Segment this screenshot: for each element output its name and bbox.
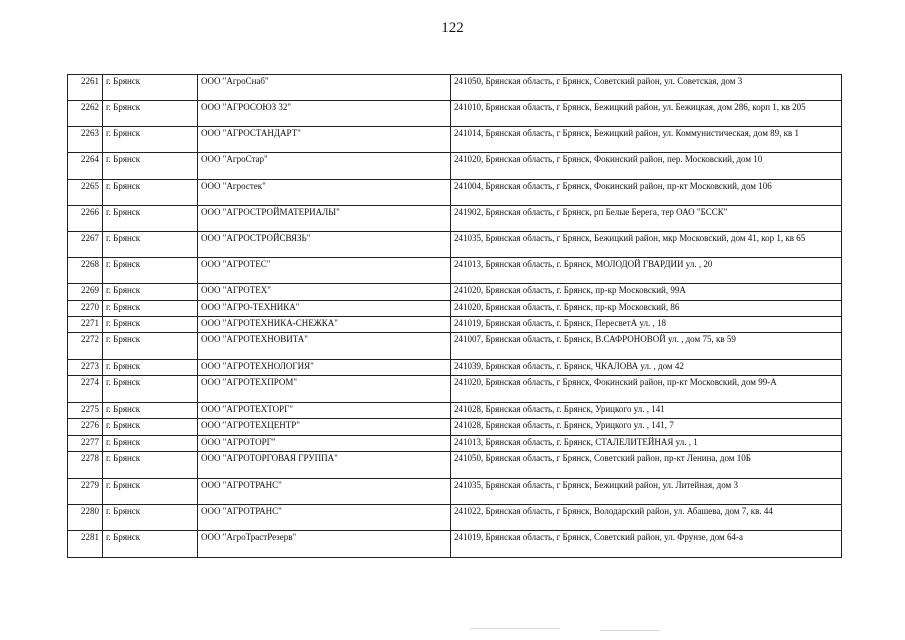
row-number-cell: 2266 — [68, 206, 103, 232]
table-row — [68, 301, 842, 317]
row-number-cell: 2267 — [68, 232, 103, 258]
table-row — [68, 333, 842, 360]
organization-name-cell: ООО "АГРОТЕХ" — [198, 284, 451, 301]
table-row — [68, 258, 842, 284]
city-cell: г. Брянск — [103, 333, 198, 360]
city-cell: г. Брянск — [103, 127, 198, 153]
city-cell: г. Брянск — [103, 436, 198, 452]
organization-name-cell: ООО "АгроСтар" — [198, 153, 451, 180]
row-number-cell: 2268 — [68, 258, 103, 284]
city-cell: г. Брянск — [103, 75, 198, 101]
table-row — [68, 360, 842, 376]
address-cell: 241039, Брянская область, г. Брянск, ЧКАЛОВА ул. , дом 42 — [451, 360, 842, 376]
city-cell: г. Брянск — [103, 403, 198, 419]
city-cell: г. Брянск — [103, 101, 198, 127]
row-number-cell: 2263 — [68, 127, 103, 153]
row-number-cell: 2261 — [68, 75, 103, 101]
address-cell: 241007, Брянская область, г. Брянск, В.САФРОНОВОЙ ул. , дом 75, кв 59 — [451, 333, 842, 360]
organization-name-cell: ООО "АгроТрастРезерв" — [198, 531, 451, 558]
city-cell: г. Брянск — [103, 505, 198, 531]
address-cell: 241014, Брянская область, г Брянск, Бежицкий район, ул. Коммунистическая, дом 89, кв 1 — [451, 127, 842, 153]
address-cell: 241020, Брянская область, г Брянск, Фокинский район, пр-кт Московский, дом 99-А — [451, 376, 842, 403]
city-cell: г. Брянск — [103, 419, 198, 436]
city-cell: г. Брянск — [103, 531, 198, 558]
organization-name-cell: ООО "АГРОТЕХНИКА-СНЕЖКА" — [198, 317, 451, 333]
table-row — [68, 206, 842, 232]
address-cell: 241035, Брянская область, г Брянск, Бежицкий район, ул. Литейная, дом 3 — [451, 479, 842, 505]
table-row — [68, 232, 842, 258]
city-cell: г. Брянск — [103, 258, 198, 284]
address-cell: 241010, Брянская область, г Брянск, Бежицкий район, ул. Бежицкая, дом 286, корп 1, кв 205 — [451, 101, 842, 127]
row-number-cell: 2264 — [68, 153, 103, 180]
row-number-cell: 2265 — [68, 180, 103, 206]
row-number-cell: 2278 — [68, 452, 103, 479]
city-cell: г. Брянск — [103, 301, 198, 317]
table-row — [68, 505, 842, 531]
address-cell: 241013, Брянская область, г. Брянск, СТАЛЕЛИТЕЙНАЯ ул. , 1 — [451, 436, 842, 452]
city-cell: г. Брянск — [103, 479, 198, 505]
organization-name-cell: ООО "Агростек" — [198, 180, 451, 206]
table-row — [68, 101, 842, 127]
address-cell: 241013, Брянская область, г. Брянск, МОЛОДОЙ ГВАРДИИ ул. , 20 — [451, 258, 842, 284]
address-cell: 241019, Брянская область, г Брянск, Советский район, ул. Фрунзе, дом 64-а — [451, 531, 842, 558]
organization-name-cell: ООО "АГРО-ТЕХНИКА" — [198, 301, 451, 317]
scan-artifact — [600, 630, 660, 631]
row-number-cell: 2270 — [68, 301, 103, 317]
organization-name-cell: ООО "АгроСнаб" — [198, 75, 451, 101]
address-cell: 241019, Брянская область, г. Брянск, ПересветА ул. , 18 — [451, 317, 842, 333]
city-cell: г. Брянск — [103, 232, 198, 258]
table-row — [68, 452, 842, 479]
address-cell: 241020, Брянская область, г. Брянск, пр-кр Московский, 86 — [451, 301, 842, 317]
organization-name-cell: ООО "АГРОСТАНДАРТ" — [198, 127, 451, 153]
organization-name-cell: ООО "АГРОСОЮЗ 32" — [198, 101, 451, 127]
address-cell: 241050, Брянская область, г Брянск, Советский район, ул. Советская, дом 3 — [451, 75, 842, 101]
table-row — [68, 75, 842, 101]
address-cell: 241028, Брянская область, г. Брянск, Урицкого ул. , 141 — [451, 403, 842, 419]
table-row — [68, 531, 842, 558]
city-cell: г. Брянск — [103, 284, 198, 301]
row-number-cell: 2279 — [68, 479, 103, 505]
row-number-cell: 2269 — [68, 284, 103, 301]
address-cell: 241902, Брянская область, г Брянск, рп Белые Берега, тер ОАО "БССК" — [451, 206, 842, 232]
organization-name-cell: ООО "АГРОТРАНС" — [198, 505, 451, 531]
table-row — [68, 180, 842, 206]
organization-name-cell: ООО "АГРОСТРОЙМАТЕРИАЛЫ" — [198, 206, 451, 232]
row-number-cell: 2281 — [68, 531, 103, 558]
table-row — [68, 479, 842, 505]
city-cell: г. Брянск — [103, 360, 198, 376]
organization-name-cell: ООО "АГРОТЕХТОРГ" — [198, 403, 451, 419]
city-cell: г. Брянск — [103, 317, 198, 333]
row-number-cell: 2280 — [68, 505, 103, 531]
row-number-cell: 2275 — [68, 403, 103, 419]
table-row — [68, 127, 842, 153]
row-number-cell: 2262 — [68, 101, 103, 127]
organization-name-cell: ООО "АГРОТЕХНОВИТА" — [198, 333, 451, 360]
city-cell: г. Брянск — [103, 376, 198, 403]
row-number-cell: 2272 — [68, 333, 103, 360]
table-row — [68, 284, 842, 301]
row-number-cell: 2273 — [68, 360, 103, 376]
organization-name-cell: ООО "АГРОСТРОЙСВЯЗЬ" — [198, 232, 451, 258]
row-number-cell: 2277 — [68, 436, 103, 452]
city-cell: г. Брянск — [103, 180, 198, 206]
organization-name-cell: ООО "АГРОТРАНС" — [198, 479, 451, 505]
city-cell: г. Брянск — [103, 452, 198, 479]
organization-name-cell: ООО "АГРОТОРГОВАЯ ГРУППА" — [198, 452, 451, 479]
organization-name-cell: ООО "АГРОТЕХПРОМ" — [198, 376, 451, 403]
row-number-cell: 2276 — [68, 419, 103, 436]
page-number: 122 — [441, 20, 464, 36]
row-number-cell: 2271 — [68, 317, 103, 333]
organization-name-cell: ООО "АГРОТЕС" — [198, 258, 451, 284]
organization-name-cell: ООО "АГРОТЕХЦЕНТР" — [198, 419, 451, 436]
address-cell: 241020, Брянская область, г Брянск, Фокинский район, пер. Московский, дом 10 — [451, 153, 842, 180]
address-cell: 241035, Брянская область, г Брянск, Бежицкий район, мкр Московский, дом 41, кор 1, кв 65 — [451, 232, 842, 258]
address-cell: 241028, Брянская область, г. Брянск, Урицкого ул. , 141, 7 — [451, 419, 842, 436]
address-cell: 241004, Брянская область, г Брянск, Фокинский район, пр-кт Московский, дом 106 — [451, 180, 842, 206]
table-row — [68, 419, 842, 436]
table-row — [68, 153, 842, 180]
city-cell: г. Брянск — [103, 153, 198, 180]
address-cell: 241050, Брянская область, г Брянск, Советский район, пр-кт Ленина, дом 10Б — [451, 452, 842, 479]
registry-table — [67, 74, 842, 558]
organization-name-cell: ООО "АГРОТЕХНОЛОГИЯ" — [198, 360, 451, 376]
address-cell: 241020, Брянская область, г. Брянск, пр-кр Московский, 99А — [451, 284, 842, 301]
table-row — [68, 317, 842, 333]
row-number-cell: 2274 — [68, 376, 103, 403]
scan-artifact — [470, 628, 560, 629]
table-row — [68, 376, 842, 403]
table-row — [68, 403, 842, 419]
address-cell: 241022, Брянская область, г Брянск, Володарский район, ул. Абашева, дом 7, кв. 44 — [451, 505, 842, 531]
city-cell: г. Брянск — [103, 206, 198, 232]
registry-table-body — [68, 75, 842, 558]
table-row — [68, 436, 842, 452]
organization-name-cell: ООО "АГРОТОРГ" — [198, 436, 451, 452]
